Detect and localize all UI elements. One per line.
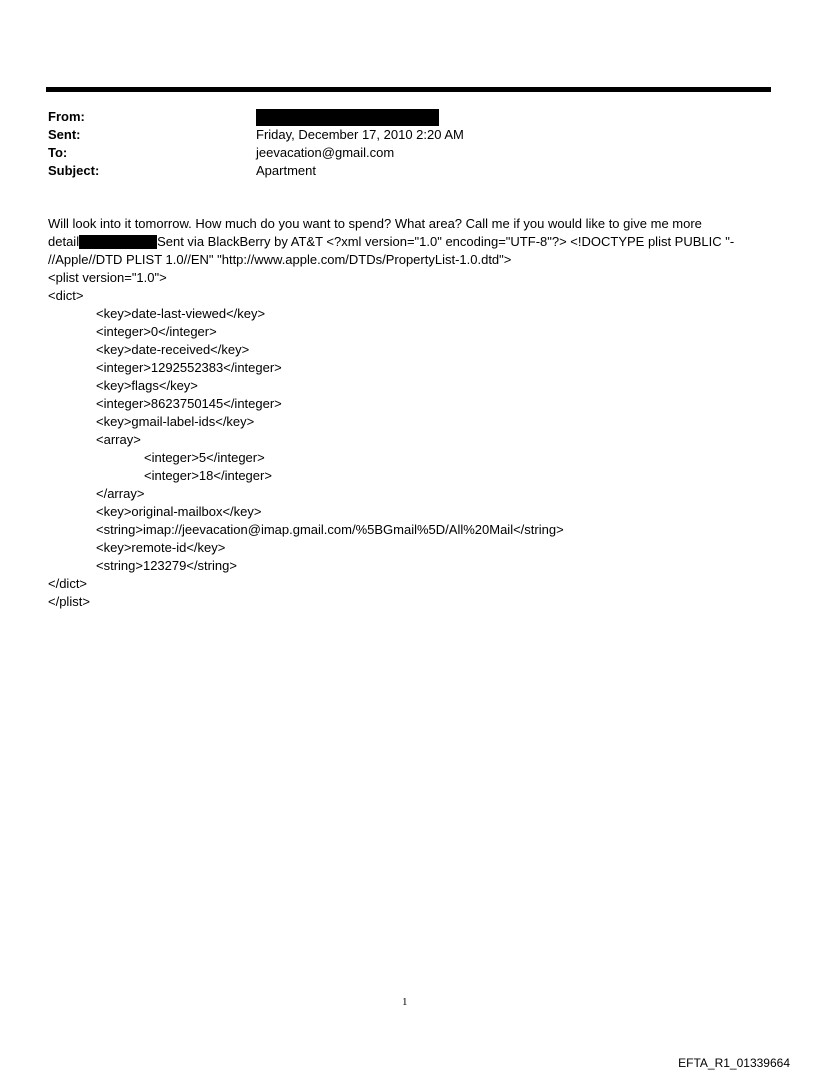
plist-line: <key>date-last-viewed</key> — [96, 306, 266, 321]
body-text: detail — [48, 234, 80, 249]
redaction-box — [256, 109, 439, 126]
plist-line: <array> — [96, 432, 141, 447]
plist-line: <key>gmail-label-ids</key> — [96, 414, 255, 429]
plist-line: </array> — [96, 486, 145, 501]
plist-block — [48, 269, 768, 611]
page-number: 1 — [402, 996, 408, 1008]
email-body — [48, 215, 768, 611]
sent-label: Sent: — [48, 127, 81, 142]
plist-line: <key>remote-id</key> — [96, 540, 226, 555]
plist-line: <integer>8623750145</integer> — [96, 396, 282, 411]
plist-line: <key>flags</key> — [96, 378, 198, 393]
plist-line: </plist> — [48, 594, 90, 609]
plist-line: </dict> — [48, 576, 88, 591]
to-label: To: — [48, 145, 68, 160]
plist-line: <integer>0</integer> — [96, 324, 217, 339]
plist-line: <integer>18</integer> — [144, 468, 272, 483]
sent-value: Friday, December 17, 2010 2:20 AM — [256, 127, 464, 142]
header-rule — [46, 87, 771, 92]
subject-value: Apartment — [256, 163, 316, 178]
body-line: Will look into it tomorrow. How much do you want to spend? What area? Call me if you would like to give me more — [48, 216, 702, 231]
from-value-redacted — [256, 108, 439, 126]
plist-line: <key>date-received</key> — [96, 342, 250, 357]
body-line: //Apple//DTD PLIST 1.0//EN" "http://www.apple.com/DTDs/PropertyList-1.0.dtd"> — [48, 252, 512, 267]
from-label: From: — [48, 109, 85, 124]
plist-line: <key>original-mailbox</key> — [96, 504, 262, 519]
plist-line: <string>123279</string> — [96, 558, 237, 573]
body-line — [48, 233, 768, 251]
plist-line: <plist version="1.0"> — [48, 270, 167, 285]
redaction-box — [79, 235, 157, 249]
plist-line: <string>imap://jeevacation@imap.gmail.com/%5BGmail%5D/All%20Mail</string> — [96, 522, 564, 537]
plist-line: <dict> — [48, 288, 84, 303]
bates-number: EFTA_R1_01339664 — [678, 1056, 790, 1070]
body-text: Sent via BlackBerry by AT&T <?xml version="1.0" encoding="UTF-8"?> <!DOCTYPE plist PUBLIC "- — [157, 234, 735, 249]
to-value: jeevacation@gmail.com — [256, 145, 395, 160]
plist-line: <integer>5</integer> — [144, 450, 265, 465]
subject-label: Subject: — [48, 163, 100, 178]
plist-line: <integer>1292552383</integer> — [96, 360, 282, 375]
